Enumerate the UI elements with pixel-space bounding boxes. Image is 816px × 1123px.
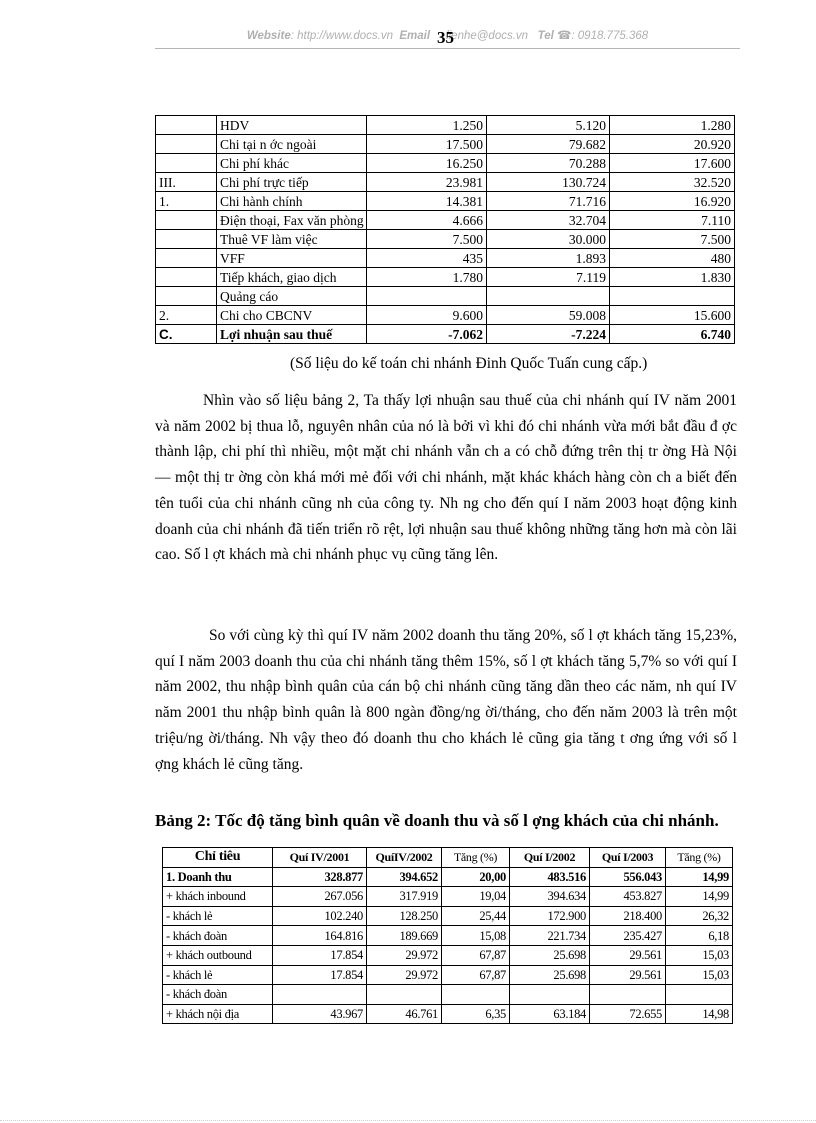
value-cell: 328.877 — [273, 867, 367, 887]
value-cell: 128.250 — [367, 906, 442, 926]
row-index — [156, 116, 217, 135]
value-cell: 5.120 — [487, 116, 610, 135]
value-cell — [487, 287, 610, 306]
row-index — [156, 287, 217, 306]
paragraph-2-text: So với cùng kỳ thì quí IV năm 2002 doanh thu tăng 20%, số l ợt khách tăng 15,23%, quí I năm 2003 doanh thu của chi nhánh tăng thêm 15%, số l ợt khách tăng 5,7% so với quí I năm 2002, thu nhập bình quân của cán bộ chi nhánh cũng tăng dần theo các năm, nh quí IV năm 2001 thu nhập bình quân là 800 ngàn đồng/ng ời/tháng, cho đến năm 2003 là trên một triệu/ng ời/tháng. Nh vậy theo đó doanh thu cho khách lẻ cũng gia tăng t ơng ứng với số l ợng khách lẻ cũng tăng. — [155, 627, 737, 773]
value-cell: 46.761 — [367, 1004, 442, 1024]
row-label: - khách lẻ — [163, 906, 273, 926]
row-label: Chi cho CBCNV — [217, 306, 367, 325]
value-cell: 14,99 — [666, 887, 733, 907]
value-cell: 14,98 — [666, 1004, 733, 1024]
table-row — [156, 306, 735, 325]
column-header: Quí IV/2001 — [273, 848, 367, 868]
phone-icon: ☎ — [557, 30, 572, 42]
website-label: Website — [246, 30, 291, 42]
row-label: + khách inbound — [163, 887, 273, 907]
table-row — [163, 1004, 733, 1024]
value-cell: 14,99 — [666, 867, 733, 887]
value-cell: 15.600 — [610, 306, 735, 325]
row-index — [156, 230, 217, 249]
table-row — [156, 325, 735, 344]
value-cell: 15,03 — [666, 945, 733, 965]
email-address: lienhe@docs.vn — [446, 30, 529, 42]
value-cell: 6,18 — [666, 926, 733, 946]
table-row — [156, 116, 735, 135]
value-cell: 4.666 — [367, 211, 487, 230]
value-cell: 1.830 — [610, 268, 735, 287]
value-cell: 25.698 — [510, 945, 590, 965]
table-row — [156, 268, 735, 287]
value-cell: 70.288 — [487, 154, 610, 173]
value-cell: 172.900 — [510, 906, 590, 926]
value-cell: 29.561 — [590, 945, 666, 965]
table-row — [163, 945, 733, 965]
value-cell: 1.250 — [367, 116, 487, 135]
analysis-paragraph-2 — [155, 623, 737, 777]
value-cell: -7.062 — [367, 325, 487, 344]
row-label: - khách lẻ — [163, 965, 273, 985]
value-cell: 7.500 — [610, 230, 735, 249]
value-cell: 20,00 — [442, 867, 510, 887]
value-cell: 556.043 — [590, 867, 666, 887]
value-cell: 43.967 — [273, 1004, 367, 1024]
value-cell: 71.716 — [487, 192, 610, 211]
value-cell: 7.119 — [487, 268, 610, 287]
value-cell: 25.698 — [510, 965, 590, 985]
value-cell: 435 — [367, 249, 487, 268]
value-cell: 17.600 — [610, 154, 735, 173]
analysis-paragraph-1 — [155, 388, 737, 568]
table-row — [156, 249, 735, 268]
table-row — [156, 211, 735, 230]
row-label: Chi tại n ớc ngoài — [217, 135, 367, 154]
tel-label: Tel — [537, 30, 554, 42]
value-cell: 483.516 — [510, 867, 590, 887]
value-cell: 7.110 — [610, 211, 735, 230]
value-cell: 218.400 — [590, 906, 666, 926]
row-label: - khách đoàn — [163, 985, 273, 1005]
value-cell: 130.724 — [487, 173, 610, 192]
value-cell: 6,35 — [442, 1004, 510, 1024]
row-label: Lợi nhuận sau thuế — [217, 325, 367, 344]
value-cell: 16.920 — [610, 192, 735, 211]
value-cell — [666, 985, 733, 1005]
column-header: QuíIV/2002 — [367, 848, 442, 868]
table-row — [163, 965, 733, 985]
value-cell: 79.682 — [487, 135, 610, 154]
row-label: VFF — [217, 249, 367, 268]
value-cell: 20.920 — [610, 135, 735, 154]
row-index — [156, 211, 217, 230]
column-header: Tăng (%) — [442, 848, 510, 868]
table-row — [163, 906, 733, 926]
row-label: Chi hành chính — [217, 192, 367, 211]
growth-table — [162, 847, 733, 1024]
value-cell — [590, 985, 666, 1005]
value-cell: 67,87 — [442, 965, 510, 985]
value-cell: 25,44 — [442, 906, 510, 926]
footer-divider — [0, 1120, 816, 1121]
value-cell: 15,08 — [442, 926, 510, 946]
table-row — [156, 173, 735, 192]
value-cell: 189.669 — [367, 926, 442, 946]
value-cell: 317.919 — [367, 887, 442, 907]
value-cell: 30.000 — [487, 230, 610, 249]
value-cell: 14.381 — [367, 192, 487, 211]
value-cell: 6.740 — [610, 325, 735, 344]
paragraph-1-text: Nhìn vào số liệu bảng 2, Ta thấy lợi nhuận sau thuế của chi nhánh quí IV năm 2001 và năm 2002 bị thua lỗ, nguyên nhân của nó là bởi vì khi đó chi nhánh vừa mới bắt đầu đ ợc thành lập, chi phí thì nhiều, một mặt chi nhánh vẫn ch a có chỗ đứng trên thị tr ờng Hà Nội — một thị tr ờng còn khá mới mẻ đối với chi nhánh, mặt khác khách hàng còn ch a biết đến tên tuổi của chi nhánh cũng nh của công ty. Nh ng cho đến quí I năm 2003 hoạt động kinh doanh của chi nhánh đã tiến triển rõ rệt, lợi nhuận sau thuế không những tăng hơn mà còn lãi cao. Số l ợt khách mà chi nhánh phục vụ cũng tăng lên. — [155, 392, 737, 564]
row-index: III. — [156, 173, 217, 192]
value-cell: -7.224 — [487, 325, 610, 344]
value-cell — [610, 287, 735, 306]
row-label: - khách đoàn — [163, 926, 273, 946]
expense-table — [155, 115, 735, 344]
value-cell: 23.981 — [367, 173, 487, 192]
value-cell: 19,04 — [442, 887, 510, 907]
value-cell: 164.816 — [273, 926, 367, 946]
row-label: 1. Doanh thu — [163, 867, 273, 887]
table-row — [156, 192, 735, 211]
value-cell: 9.600 — [367, 306, 487, 325]
value-cell: 7.500 — [367, 230, 487, 249]
value-cell: 72.655 — [590, 1004, 666, 1024]
value-cell — [442, 985, 510, 1005]
row-index: 1. — [156, 192, 217, 211]
value-cell: 1.780 — [367, 268, 487, 287]
value-cell: 453.827 — [590, 887, 666, 907]
email-label: Email — [399, 30, 431, 42]
row-index — [156, 154, 217, 173]
value-cell: 15,03 — [666, 965, 733, 985]
row-label: Tiếp khách, giao dịch — [217, 268, 367, 287]
table-row — [156, 287, 735, 306]
header-row — [163, 848, 733, 868]
value-cell: 29.972 — [367, 945, 442, 965]
row-label: HDV — [217, 116, 367, 135]
table-row — [156, 230, 735, 249]
value-cell: 102.240 — [273, 906, 367, 926]
row-label: Chi phí trực tiếp — [217, 173, 367, 192]
value-cell: 29.561 — [590, 965, 666, 985]
table-row — [163, 926, 733, 946]
row-index — [156, 268, 217, 287]
row-index: 2. — [156, 306, 217, 325]
row-label: Chi phí khác — [217, 154, 367, 173]
value-cell: 17.500 — [367, 135, 487, 154]
value-cell: 32.520 — [610, 173, 735, 192]
website-url: : http://www.docs.vn — [290, 30, 393, 42]
column-header: Tăng (%) — [666, 848, 733, 868]
value-cell: 1.280 — [610, 116, 735, 135]
row-index — [156, 135, 217, 154]
value-cell: 26,32 — [666, 906, 733, 926]
value-cell: 221.734 — [510, 926, 590, 946]
table-row — [163, 985, 733, 1005]
value-cell: 29.972 — [367, 965, 442, 985]
table-row — [163, 887, 733, 907]
table-row — [156, 135, 735, 154]
value-cell: 1.893 — [487, 249, 610, 268]
value-cell: 32.704 — [487, 211, 610, 230]
value-cell: 59.008 — [487, 306, 610, 325]
page-number: 35 — [437, 28, 454, 47]
row-index: C. — [156, 325, 217, 344]
source-note: (Số liệu do kế toán chi nhánh Đinh Quốc Tuấn cung cấp.) — [290, 355, 648, 372]
value-cell: 394.652 — [367, 867, 442, 887]
table2-caption: Bảng 2: Tốc độ tăng bình quân về doanh thu và số l ợng khách của chi nhánh. — [155, 811, 719, 830]
column-header: Chỉ tiêu — [163, 848, 273, 868]
value-cell: 67,87 — [442, 945, 510, 965]
value-cell: 16.250 — [367, 154, 487, 173]
value-cell: 17.854 — [273, 945, 367, 965]
value-cell: 267.056 — [273, 887, 367, 907]
value-cell: 17.854 — [273, 965, 367, 985]
value-cell — [273, 985, 367, 1005]
value-cell: 63.184 — [510, 1004, 590, 1024]
row-label: + khách outbound — [163, 945, 273, 965]
column-header: Quí I/2002 — [510, 848, 590, 868]
column-header: Quí I/2003 — [590, 848, 666, 868]
tel-number: : 0918.775.368 — [571, 30, 649, 42]
row-label: Quảng cáo — [217, 287, 367, 306]
row-label: Thuê VF làm việc — [217, 230, 367, 249]
value-cell — [510, 985, 590, 1005]
row-index — [156, 249, 217, 268]
row-label: + khách nội địa — [163, 1004, 273, 1024]
row-label: Điện thoại, Fax văn phòng — [217, 211, 367, 230]
value-cell: 394.634 — [510, 887, 590, 907]
value-cell — [367, 985, 442, 1005]
value-cell: 235.427 — [590, 926, 666, 946]
table-row — [156, 154, 735, 173]
value-cell: 480 — [610, 249, 735, 268]
table-row — [163, 867, 733, 887]
value-cell — [367, 287, 487, 306]
